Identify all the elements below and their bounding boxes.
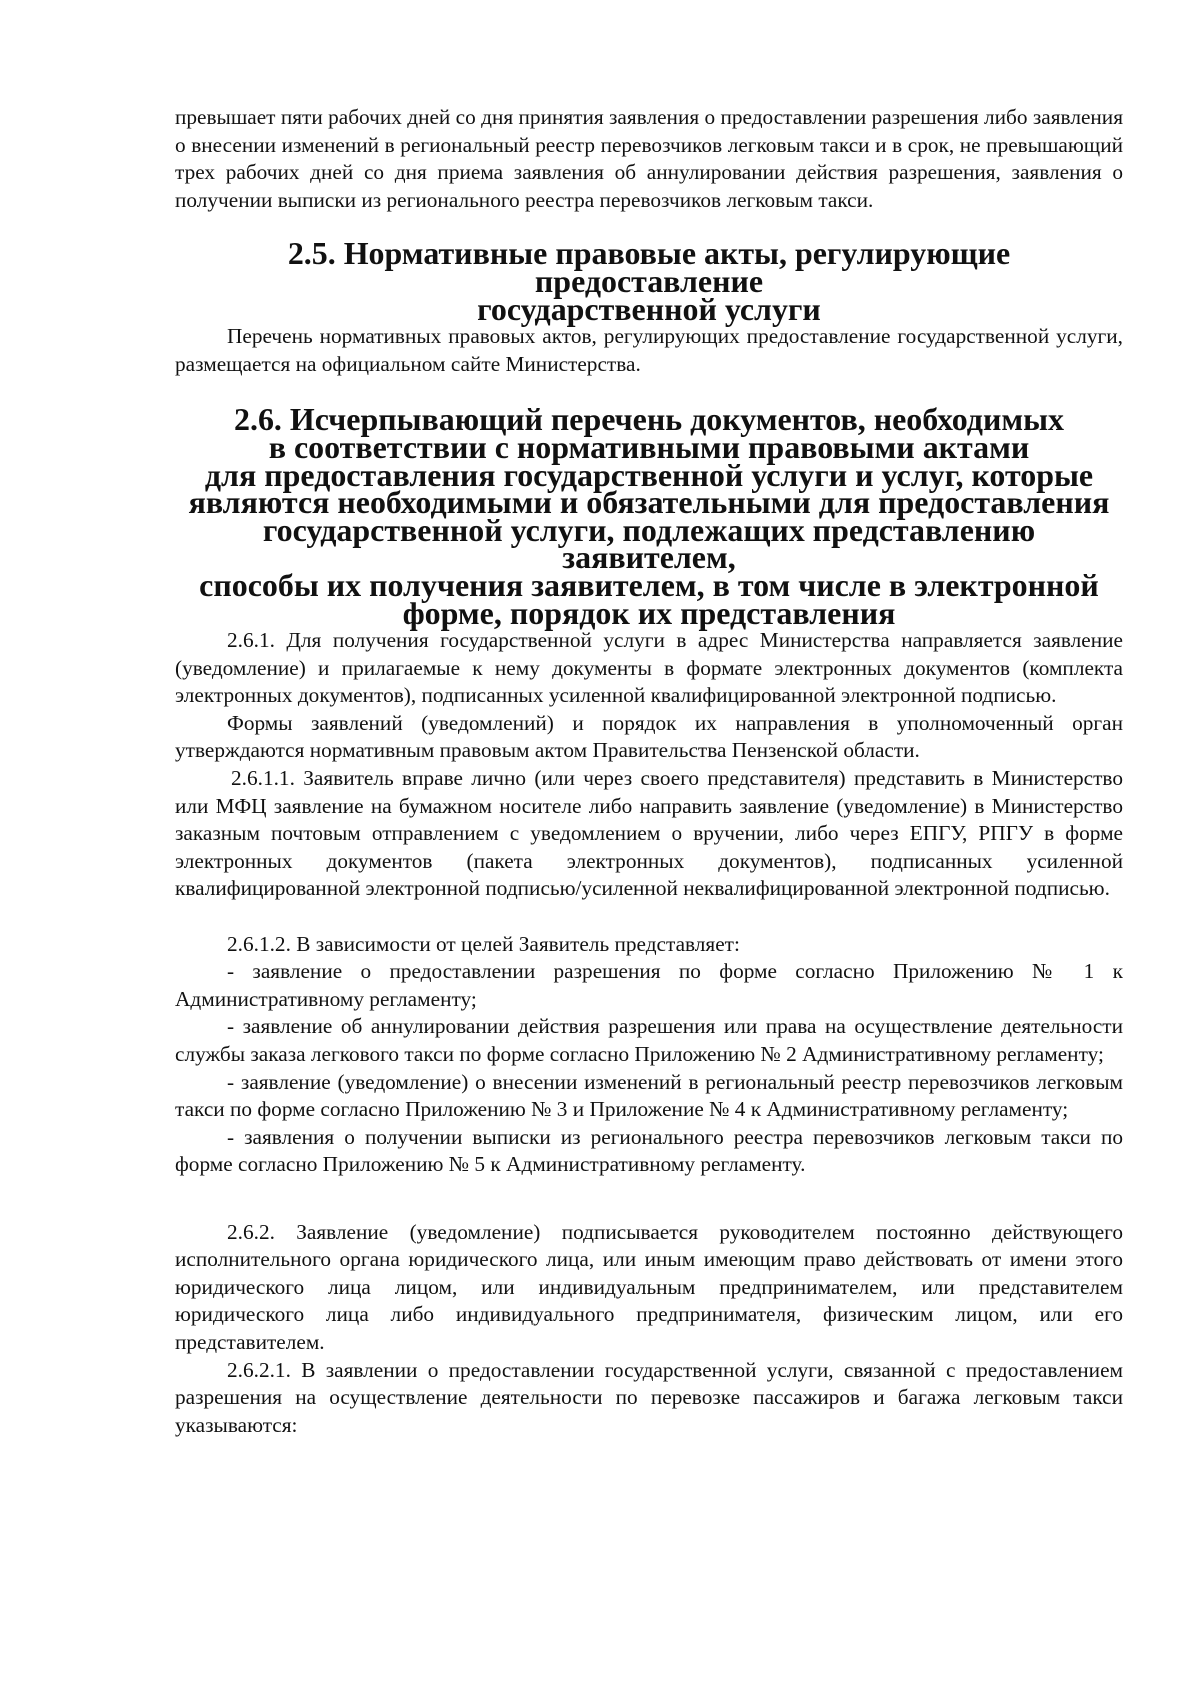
- heading-2-6-line-6: способы их получения заявителем, в том числе в электронной: [199, 567, 1099, 603]
- list-item: - заявление (уведомление) о внесении изменений в региональный реестр перевозчиков легковым такси по форме согласно Приложению № 3 и Приложение № 4 к Административному регламенту;: [175, 1069, 1123, 1122]
- heading-2-6-line-2: в соответствии с нормативными правовыми актами: [268, 429, 1030, 465]
- heading-2-6: [175, 402, 1123, 631]
- paragraph-forms: Формы заявлений (уведомлений) и порядок их направления в уполномоченный орган утверждаются нормативным правовым актом Правительства Пензенской области.: [175, 710, 1123, 763]
- list-item: - заявления о получении выписки из регионального реестра перевозчиков легковым такси по форме согласно Приложению № 5 к Административному регламенту.: [175, 1124, 1123, 1177]
- blank-line: [175, 903, 1123, 931]
- heading-2-6-line-1: 2.6. Исчерпывающий перечень документов, необходимых: [233, 402, 1065, 438]
- list-item: - заявление о предоставлении разрешения по форме согласно Приложению № 1 к Административному регламенту;: [175, 959, 1123, 1011]
- blank-line: [175, 1179, 1123, 1207]
- heading-2-5-line-2: государственной услуги: [477, 291, 821, 327]
- paragraph-2-5: Перечень нормативных правовых актов, регулирующих предоставление государственной услуги, размещается на официальном сайте Министерства.: [175, 324, 1123, 376]
- heading-2-6-line-7: форме, порядок их представления: [402, 595, 896, 631]
- paragraph-2-6-1-1: 2.6.1.1. Заявитель вправе лично (или через своего представителя) представить в Министерство или МФЦ заявление на бумажном носителе либо направить заявление (уведомление) в Министерство заказным почтовым отправлением с уведомлением о вручении, либо через ЕПГУ, РПГУ в форме электронных документов (пакета электронных документов), подписанных усиленной квалифицированной электронной подписью/усиленной неквалифицированной электронной подписью.: [175, 766, 1123, 901]
- paragraph-2-6-1-2: 2.6.1.2. В зависимости от целей Заявитель представляет:: [227, 931, 740, 956]
- paragraph-2-6-2-1: 2.6.2.1. В заявлении о предоставлении государственной услуги, связанной с предоставлением разрешения на осуществление деятельности по перевозке пассажиров и багажа легковым такси указываются:: [175, 1357, 1123, 1437]
- document-page: [175, 104, 1123, 1439]
- heading-2-6-line-5: государственной услуги, подлежащих представлению заявителем,: [262, 512, 1036, 576]
- paragraph-2-6-2: 2.6.2. Заявление (уведомление) подписывается руководителем постоянно действующего исполнительного органа юридического лица, или иным имеющим право действовать от имени этого юридического лица лицом, или индивидуальным предпринимателем, или представителем юридического лица либо индивидуального предпринимателя, физическим лицом, или его представителем.: [175, 1219, 1123, 1354]
- heading-2-5: [175, 236, 1123, 327]
- paragraph-2-6-1: 2.6.1. Для получения государственной услуги в адрес Министерства направляется заявление (уведомление) и прилагаемые к нему документы в формате электронных документов (комплекта электронных документов), подписанных усиленной квалифицированной электронной подписью.: [175, 628, 1123, 708]
- list-item: - заявление об аннулировании действия разрешения или права на осуществление деятельности службы заказа легкового такси по форме согласно Приложению № 2 Административному регламенту;: [175, 1014, 1123, 1066]
- paragraph-intro: превышает пяти рабочих дней со дня принятия заявления о предоставлении разрешения либо заявления о внесении изменений в региональный реестр перевозчиков легковым такси и в срок, не превышающий трех рабочих дней со дня приема заявления об аннулировании действия разрешения, заявления о получении выписки из регионального реестра перевозчиков легковым такси.: [175, 105, 1123, 212]
- heading-2-6-line-4: являются необходимыми и обязательными для предоставления: [188, 485, 1110, 521]
- heading-2-5-line-1: 2.5. Нормативные правовые акты, регулирующие предоставление: [287, 236, 1011, 299]
- blank-line: [175, 1207, 1123, 1219]
- heading-2-6-line-3: для предоставления государственной услуги и услуг, которые: [204, 457, 1094, 493]
